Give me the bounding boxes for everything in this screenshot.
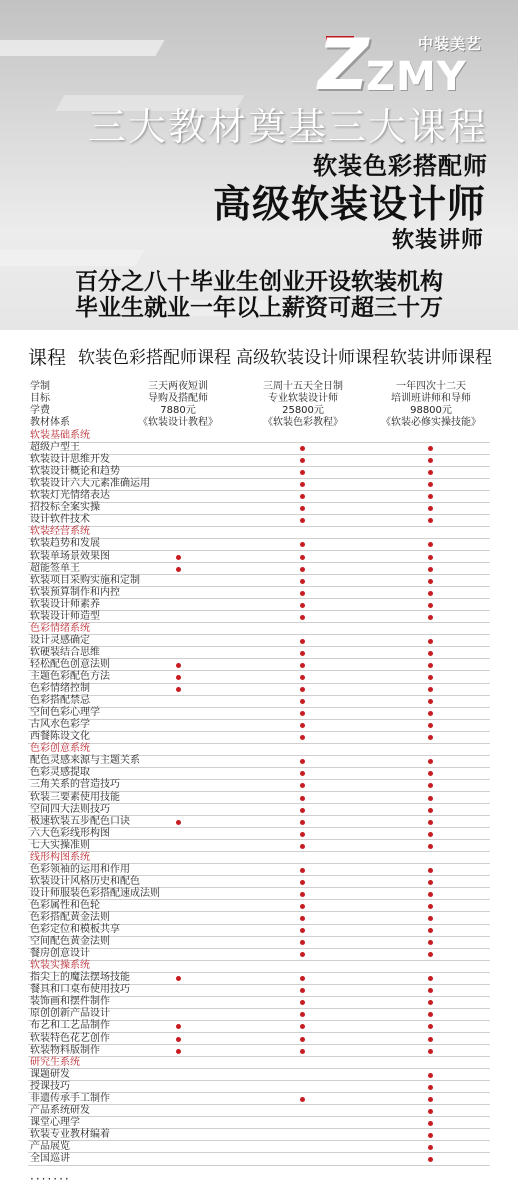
info-value: 三周十五天全日制	[263, 381, 343, 392]
module-row	[0, 466, 518, 478]
module-row	[0, 731, 518, 743]
included-dot-icon	[428, 820, 433, 825]
included-dot-icon	[428, 1109, 433, 1114]
included-dot-icon	[428, 892, 433, 897]
module-label: 软装设计概论和趋势	[30, 466, 120, 478]
module-row	[0, 779, 518, 791]
included-dot-icon	[300, 808, 305, 813]
included-dot-icon	[428, 1097, 433, 1102]
module-label: 招投标全案实操	[30, 502, 100, 514]
module-row	[0, 1105, 518, 1117]
included-dot-icon	[300, 904, 305, 909]
included-dot-icon	[428, 699, 433, 704]
module-label: 软硬装结合思维	[30, 646, 100, 658]
included-dot-icon	[428, 832, 433, 837]
module-row	[0, 538, 518, 550]
module-row	[0, 659, 518, 671]
module-label: 软装灯光情绪表达	[30, 490, 110, 502]
info-value: 三天两夜短训	[148, 381, 208, 392]
module-row	[0, 671, 518, 683]
included-dot-icon	[300, 868, 305, 873]
info-value: 导购及搭配师	[148, 393, 208, 404]
module-row	[0, 611, 518, 623]
module-row	[0, 972, 518, 984]
module-label: 原创创新产品设计	[30, 1008, 110, 1020]
module-row	[0, 514, 518, 526]
included-dot-icon	[300, 687, 305, 692]
more-indicator: ·······	[30, 1172, 71, 1186]
included-dot-icon	[428, 928, 433, 933]
course-title-color: 软装色彩搭配师	[313, 152, 488, 180]
section-label: 研究生系统	[30, 1056, 80, 1068]
info-value: 培训班讲师和导师	[391, 393, 471, 404]
included-dot-icon	[300, 663, 305, 668]
included-dot-icon	[428, 482, 433, 487]
module-row	[0, 587, 518, 599]
module-label: 软装三要素使用技能	[30, 791, 120, 803]
included-dot-icon	[300, 506, 305, 511]
included-dot-icon	[428, 591, 433, 596]
included-dot-icon	[300, 723, 305, 728]
included-dot-icon	[300, 916, 305, 921]
info-label: 目标	[30, 393, 50, 404]
included-dot-icon	[428, 1133, 433, 1138]
info-value: 《软装色彩教程》	[263, 417, 343, 428]
module-label: 软装设计风格历史和配色	[30, 875, 140, 887]
section-row	[0, 852, 518, 864]
module-label: 色彩灵感提取	[30, 767, 90, 779]
included-dot-icon	[428, 1024, 433, 1029]
module-label: 七大实操准则	[30, 839, 90, 851]
module-label: 餐房创意设计	[30, 948, 90, 960]
included-dot-icon	[428, 844, 433, 849]
included-dot-icon	[428, 783, 433, 788]
module-row	[0, 502, 518, 514]
included-dot-icon	[428, 1085, 433, 1090]
included-dot-icon	[300, 976, 305, 981]
module-row	[0, 563, 518, 575]
module-row	[0, 900, 518, 912]
module-row	[0, 816, 518, 828]
included-dot-icon	[300, 1097, 305, 1102]
module-label: 色彩属性和色轮	[30, 899, 100, 911]
info-label: 学制	[30, 381, 50, 392]
module-row	[0, 804, 518, 816]
module-label: 轻松配色创意法则	[30, 658, 110, 670]
module-row	[0, 912, 518, 924]
module-row	[0, 996, 518, 1008]
included-dot-icon	[428, 723, 433, 728]
included-dot-icon	[300, 446, 305, 451]
module-label: 全国巡讲	[30, 1153, 70, 1164]
module-row	[0, 767, 518, 779]
included-dot-icon	[300, 639, 305, 644]
module-row	[0, 755, 518, 767]
module-label: 软装设计六大元素准确运用	[30, 478, 150, 490]
module-row	[0, 1020, 518, 1032]
module-label: 软装特色花艺创作	[30, 1032, 110, 1044]
module-label: 极速软装五步配色口诀	[30, 815, 130, 827]
module-label: 授课技巧	[30, 1080, 70, 1092]
info-value: 7880元	[160, 405, 196, 416]
included-dot-icon	[428, 735, 433, 740]
info-row	[0, 417, 518, 429]
module-label: 软装设计师造型	[30, 610, 100, 622]
info-value: 专业软装设计师	[268, 393, 338, 404]
included-dot-icon	[300, 518, 305, 523]
module-label: 布艺和工艺品制作	[30, 1020, 110, 1032]
included-dot-icon	[176, 567, 181, 572]
included-dot-icon	[300, 458, 305, 463]
module-label: 软装预算制作和内控	[30, 586, 120, 598]
included-dot-icon	[428, 518, 433, 523]
module-label: 色彩领袖的运用和作用	[30, 863, 130, 875]
module-row	[0, 454, 518, 466]
included-dot-icon	[428, 976, 433, 981]
included-dot-icon	[300, 542, 305, 547]
header-course: 课程	[28, 347, 67, 369]
module-label: 设计灵感确定	[30, 634, 90, 646]
table-header	[0, 345, 518, 373]
logo-chinese-name: 中装美艺	[418, 35, 483, 53]
section-label: 软装实操系统	[30, 960, 90, 972]
included-dot-icon	[428, 771, 433, 776]
module-label: 非遗传承手工制作	[30, 1092, 110, 1104]
info-row	[0, 381, 518, 393]
included-dot-icon	[428, 711, 433, 716]
included-dot-icon	[428, 988, 433, 993]
section-label: 色彩情绪系统	[30, 622, 90, 634]
included-dot-icon	[300, 494, 305, 499]
module-label: 装饰画和摆件制作	[30, 996, 110, 1008]
module-row	[0, 1008, 518, 1020]
section-row	[0, 623, 518, 635]
module-row	[0, 647, 518, 659]
included-dot-icon	[300, 591, 305, 596]
included-dot-icon	[428, 687, 433, 692]
module-label: 色彩搭配黄金法则	[30, 912, 110, 923]
included-dot-icon	[428, 579, 433, 584]
included-dot-icon	[300, 1024, 305, 1029]
module-label: 配色灵感来源与主题关系	[30, 755, 140, 767]
module-label: 设计师服装色彩搭配速成法则	[30, 887, 160, 899]
module-row	[0, 840, 518, 852]
module-row	[0, 1117, 518, 1129]
module-row	[0, 1081, 518, 1093]
included-dot-icon	[300, 1049, 305, 1054]
module-row	[0, 635, 518, 647]
stat-line-salary: 毕业生就业一年以上薪资可超三十万	[75, 295, 443, 321]
included-dot-icon	[300, 952, 305, 957]
module-label: 六大色彩线形构图	[30, 827, 110, 839]
included-dot-icon	[300, 892, 305, 897]
module-label: 空间四大法则技巧	[30, 803, 110, 815]
section-row	[0, 526, 518, 538]
module-row	[0, 1069, 518, 1081]
section-row	[0, 743, 518, 755]
included-dot-icon	[300, 615, 305, 620]
included-dot-icon	[176, 555, 181, 560]
module-label: 软装设计师素养	[30, 598, 100, 610]
included-dot-icon	[300, 796, 305, 801]
module-row	[0, 936, 518, 948]
section-label: 软装经营系统	[30, 526, 90, 538]
section-label: 软装基础系统	[30, 430, 90, 441]
module-label: 软装单场景效果图	[30, 550, 110, 562]
included-dot-icon	[428, 759, 433, 764]
module-label: 空间配色黄金法则	[30, 936, 110, 948]
module-label: 产品展览	[30, 1140, 70, 1152]
module-label: 课题研发	[30, 1068, 70, 1080]
module-row	[0, 442, 518, 454]
included-dot-icon	[428, 494, 433, 499]
section-label: 色彩创意系统	[30, 743, 90, 755]
module-row	[0, 551, 518, 563]
module-label: 超能签单王	[30, 562, 80, 574]
course-title-designer: 高级软装设计师	[212, 182, 486, 226]
included-dot-icon	[300, 675, 305, 680]
module-label: 软装设计思维开发	[30, 454, 110, 466]
included-dot-icon	[428, 940, 433, 945]
included-dot-icon	[428, 567, 433, 572]
included-dot-icon	[300, 820, 305, 825]
info-value: 《软装必修实操技能》	[381, 417, 481, 428]
included-dot-icon	[300, 699, 305, 704]
included-dot-icon	[300, 735, 305, 740]
module-label: 餐具和口桌布使用技巧	[30, 984, 130, 996]
module-row	[0, 1141, 518, 1153]
info-value: 98800元	[410, 405, 452, 416]
included-dot-icon	[428, 808, 433, 813]
hero-banner	[0, 0, 518, 330]
included-dot-icon	[300, 567, 305, 572]
included-dot-icon	[428, 506, 433, 511]
included-dot-icon	[176, 663, 181, 668]
info-row	[0, 393, 518, 405]
included-dot-icon	[300, 579, 305, 584]
included-dot-icon	[300, 470, 305, 475]
module-label: 软装物料版制作	[30, 1044, 100, 1056]
module-row	[0, 707, 518, 719]
logo-text: ZMY	[366, 54, 467, 100]
module-label: 课堂心理学	[30, 1116, 80, 1128]
included-dot-icon	[300, 771, 305, 776]
module-row	[0, 490, 518, 502]
module-label: 色彩搭配禁忌	[30, 695, 90, 707]
module-row	[0, 1129, 518, 1141]
header-lecturer-course: 软装讲师课程	[390, 348, 492, 368]
included-dot-icon	[300, 928, 305, 933]
module-row	[0, 719, 518, 731]
included-dot-icon	[428, 952, 433, 957]
module-label: 设计软件技术	[30, 514, 90, 526]
module-label: 古风水色彩学	[30, 719, 90, 731]
module-label: 软装专业教材编着	[30, 1128, 110, 1140]
module-label: 产品系统研发	[30, 1104, 90, 1116]
included-dot-icon	[428, 1000, 433, 1005]
section-label: 线形构图系统	[30, 851, 90, 863]
included-dot-icon	[300, 711, 305, 716]
included-dot-icon	[176, 976, 181, 981]
row-divider	[28, 1165, 490, 1166]
module-row	[0, 1153, 518, 1165]
included-dot-icon	[428, 868, 433, 873]
included-dot-icon	[300, 603, 305, 608]
included-dot-icon	[176, 820, 181, 825]
module-label: 软装项目采购实施和定制	[30, 574, 140, 586]
included-dot-icon	[428, 458, 433, 463]
brand-logo	[318, 24, 488, 106]
info-label: 教材体系	[30, 417, 70, 428]
included-dot-icon	[428, 1037, 433, 1042]
module-row	[0, 1045, 518, 1057]
module-row	[0, 828, 518, 840]
module-label: 色彩定位和模板共享	[30, 924, 120, 936]
module-row	[0, 478, 518, 490]
included-dot-icon	[428, 1012, 433, 1017]
module-label: 三角关系的营造技巧	[30, 779, 120, 791]
module-row	[0, 599, 518, 611]
module-label: 空间色彩心理学	[30, 707, 100, 719]
included-dot-icon	[428, 603, 433, 608]
included-dot-icon	[300, 844, 305, 849]
included-dot-icon	[428, 446, 433, 451]
info-row	[0, 405, 518, 417]
included-dot-icon	[428, 555, 433, 560]
included-dot-icon	[428, 916, 433, 921]
course-title-lecturer: 软装讲师	[391, 228, 484, 253]
included-dot-icon	[428, 796, 433, 801]
section-row	[0, 1057, 518, 1069]
included-dot-icon	[428, 651, 433, 656]
module-label: 主题色彩配色方法	[30, 671, 110, 682]
included-dot-icon	[428, 1157, 433, 1162]
included-dot-icon	[300, 880, 305, 885]
included-dot-icon	[428, 470, 433, 475]
included-dot-icon	[428, 880, 433, 885]
module-row	[0, 984, 518, 996]
included-dot-icon	[300, 1000, 305, 1005]
included-dot-icon	[176, 1049, 181, 1054]
included-dot-icon	[428, 1121, 433, 1126]
included-dot-icon	[428, 639, 433, 644]
included-dot-icon	[300, 988, 305, 993]
stat-line-entrepreneurs: 百分之八十毕业生创业开设软装机构	[75, 269, 443, 295]
included-dot-icon	[300, 1037, 305, 1042]
included-dot-icon	[300, 940, 305, 945]
included-dot-icon	[428, 904, 433, 909]
included-dot-icon	[428, 675, 433, 680]
module-label: 指尖上的魔法摆场技能	[30, 972, 130, 984]
included-dot-icon	[300, 651, 305, 656]
included-dot-icon	[428, 1073, 433, 1078]
module-row	[0, 1093, 518, 1105]
section-row	[0, 960, 518, 972]
included-dot-icon	[428, 663, 433, 668]
info-value: 一年四次十二天	[396, 381, 466, 392]
section-row	[0, 430, 518, 442]
info-label: 学费	[30, 405, 50, 416]
module-row	[0, 575, 518, 587]
module-row	[0, 1033, 518, 1045]
included-dot-icon	[176, 675, 181, 680]
included-dot-icon	[428, 615, 433, 620]
included-dot-icon	[300, 759, 305, 764]
included-dot-icon	[176, 687, 181, 692]
info-value: 《软装设计教程》	[138, 417, 218, 428]
included-dot-icon	[300, 783, 305, 788]
included-dot-icon	[176, 1024, 181, 1029]
module-row	[0, 876, 518, 888]
module-label: 西餐陈设文化	[30, 731, 90, 743]
header-designer-course: 高级软装设计师课程	[236, 348, 389, 368]
module-label: 色彩情绪控制	[30, 683, 90, 695]
module-row	[0, 683, 518, 695]
module-row	[0, 695, 518, 707]
module-row	[0, 864, 518, 876]
logo-letter: Z	[318, 24, 369, 106]
module-label: 软装趋势和发展	[30, 538, 100, 550]
header-color-course: 软装色彩搭配师课程	[78, 348, 231, 368]
included-dot-icon	[176, 1037, 181, 1042]
included-dot-icon	[300, 832, 305, 837]
included-dot-icon	[428, 542, 433, 547]
banner-tagline: 三大教材奠基三大课程	[87, 105, 488, 149]
included-dot-icon	[300, 482, 305, 487]
included-dot-icon	[428, 1145, 433, 1150]
module-label: 超级户型王	[30, 442, 80, 454]
module-row	[0, 792, 518, 804]
included-dot-icon	[300, 555, 305, 560]
included-dot-icon	[300, 1012, 305, 1017]
module-row	[0, 924, 518, 936]
module-row	[0, 888, 518, 900]
module-row	[0, 948, 518, 960]
info-value: 25800元	[282, 405, 324, 416]
included-dot-icon	[428, 1049, 433, 1054]
